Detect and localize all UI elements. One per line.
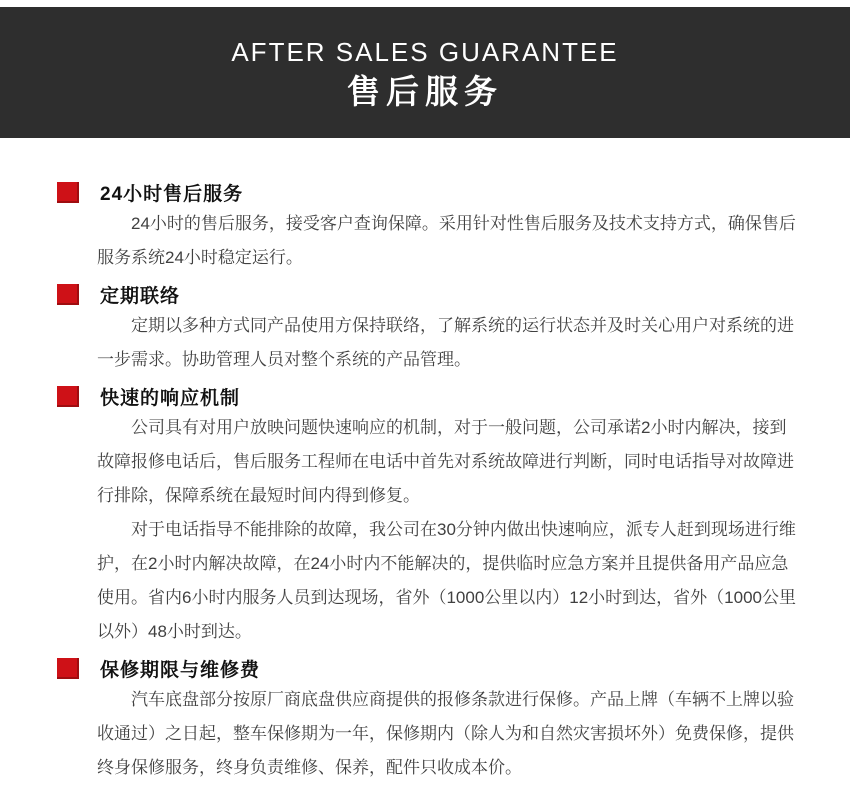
section-paragraph: 定期以多种方式同产品使用方保持联络，了解系统的运行状态并及时关心用户对系统的进一步需求。协助管理人员对整个系统的产品管理。 <box>97 316 794 369</box>
red-square-bullet-icon <box>57 386 79 407</box>
red-square-bullet-icon <box>57 182 79 203</box>
header-title-en: AFTER SALES GUARANTEE <box>231 37 619 67</box>
section-paragraph: 对于电话指导不能排除的故障，我公司在30分钟内做出快速响应，派专人赶到现场进行维护，在2小时内解决故障，在24小时内不能解决的，提供临时应急方案并且提供备用产品应急使用。省内6小时内服务人员到达现场，省外（1000公里以内）12小时到达，省外（1000公里以外）48小时到达。 <box>97 520 796 641</box>
section-paragraph: 24小时的售后服务，接受客户查询保障。采用针对性售后服务及技术支持方式，确保售后服务系统24小时稳定运行。 <box>97 214 796 267</box>
red-square-bullet-icon <box>57 658 79 679</box>
section-heading-row <box>57 382 802 410</box>
section-title: 保修期限与维修费 <box>100 659 261 681</box>
section-title: 定期联络 <box>100 285 181 307</box>
section-24h-service <box>57 178 802 275</box>
red-square-bullet-icon <box>57 284 79 305</box>
section-paragraph: 汽车底盘部分按原厂商底盘供应商提供的报修条款进行保修。产品上牌（车辆不上牌以验收通过）之日起，整车保修期为一年，保修期内（除人为和自然灾害损坏外）免费保修，提供终身保修服务，终身负责维修、保养，配件只收成本价。 <box>97 690 794 777</box>
section-paragraph: 公司具有对用户放映问题快速响应的机制，对于一般问题，公司承诺2小时内解决，接到故障报修电话后，售后服务工程师在电话中首先对系统故障进行判断，同时电话指导对故障进行排除，保障系统在最短时间内得到修复。 <box>97 418 794 505</box>
header-title-cn: 售后服务 <box>347 73 503 110</box>
section-heading-row <box>57 654 802 682</box>
section-title: 24小时售后服务 <box>100 183 244 205</box>
section-heading-row <box>57 178 802 206</box>
section-warranty-terms <box>57 654 802 785</box>
section-regular-contact <box>57 280 802 377</box>
section-heading-row <box>57 280 802 308</box>
section-title: 快速的响应机制 <box>100 387 241 409</box>
header-banner <box>0 7 850 138</box>
section-fast-response <box>57 382 802 649</box>
content-area <box>0 138 850 785</box>
